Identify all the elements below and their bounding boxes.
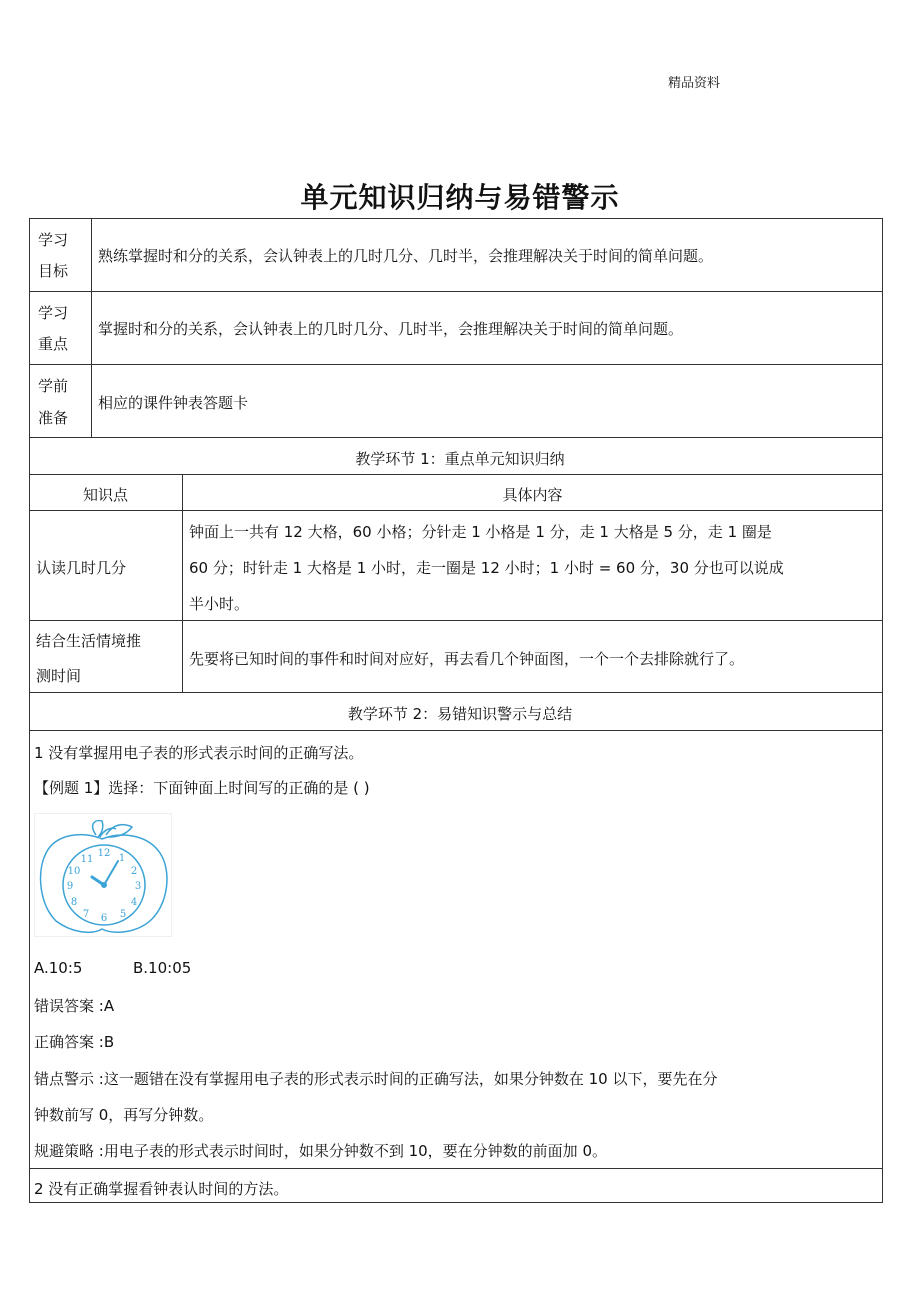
row-label: 目标 xyxy=(38,262,69,280)
clock-number: 1 xyxy=(118,853,126,864)
row-label: 准备 xyxy=(38,409,69,427)
error-warning: 钟数前写 0，再写分钟数。 xyxy=(34,1106,214,1124)
clock-illustration xyxy=(34,813,172,937)
table-divider xyxy=(29,510,883,511)
option-b: B.10:05 xyxy=(133,959,192,977)
row-label: 学前 xyxy=(38,377,69,395)
table-divider xyxy=(29,1168,883,1169)
option-a: A.10:5 xyxy=(34,959,83,977)
clock-number: 9 xyxy=(66,881,74,892)
clock-number: 5 xyxy=(119,909,127,920)
section2-title: 教学环节 2：易错知识警示与总结 xyxy=(347,705,573,723)
kp-point: 测时间 xyxy=(36,667,82,685)
kp-point: 结合生活情境推 xyxy=(36,632,142,650)
table-divider xyxy=(182,474,183,693)
clock-number: 7 xyxy=(82,909,90,920)
clock-number: 4 xyxy=(130,897,138,908)
avoid-strategy: 规避策略 :用电子表的形式表示时间时，如果分钟数不到 10，要在分钟数的前面加 0。 xyxy=(34,1142,607,1160)
kp-content: 先要将已知时间的事件和时间对应好，再去看几个钟面图，一个一个去排除就行了。 xyxy=(189,650,745,668)
clock-number: 3 xyxy=(134,881,142,892)
wrong-answer: 错误答案 :A xyxy=(34,997,115,1015)
table-divider xyxy=(29,730,883,731)
table-divider xyxy=(29,620,883,621)
row-label: 重点 xyxy=(38,335,69,353)
clock-number: 8 xyxy=(70,897,78,908)
page-title: 单元知识归纳与易错警示 xyxy=(300,181,620,214)
row-content: 熟练掌握时和分的关系，会认钟表上的几时几分、几时半，会推理解决关于时间的简单问题。 xyxy=(98,247,714,265)
row-label: 学习 xyxy=(38,304,69,322)
kp-header-point: 知识点 xyxy=(82,486,128,504)
section1-title: 教学环节 1：重点单元知识归纳 xyxy=(355,450,565,468)
header-note: 精品资料 xyxy=(668,76,721,91)
kp-content-line: 钟面上一共有 12 大格，60 小格；分针走 1 小格是 1 分，走 1 大格是 5 分，走 1 圈是 xyxy=(189,523,772,541)
clock-number: 10 xyxy=(67,866,81,877)
error-warning: 错点警示 :这一题错在没有掌握用电子表的形式表示时间的正确写法，如果分钟数在 10 以下，要先在分 xyxy=(34,1070,718,1088)
kp-header-content: 具体内容 xyxy=(502,486,563,504)
right-answer: 正确答案 :B xyxy=(34,1033,115,1051)
row-content: 掌握时和分的关系，会认钟表上的几时几分、几时半，会推理解决关于时间的简单问题。 xyxy=(98,320,684,338)
row-content: 相应的课件钟表答题卡 xyxy=(98,394,249,412)
example-question: 【例题 1】选择：下面钟面上时间写的正确的是 ( ) xyxy=(34,779,370,797)
clock-number: 6 xyxy=(100,913,108,924)
clock-number: 2 xyxy=(130,866,138,877)
clock-number: 12 xyxy=(97,848,111,859)
kp-content-line: 60 分；时针走 1 大格是 1 小时，走一圈是 12 小时；1 小时 = 60 分，30 分也可以说成 xyxy=(189,559,784,577)
kp-content-line: 半小时。 xyxy=(189,595,250,613)
table-divider xyxy=(91,218,92,438)
table-divider xyxy=(29,474,883,475)
error2-heading: 2 没有正确掌握看钟表认时间的方法。 xyxy=(34,1180,289,1198)
kp-point: 认读几时几分 xyxy=(36,559,127,577)
clock-number: 11 xyxy=(80,854,94,865)
errors-table xyxy=(29,692,883,1203)
table-divider xyxy=(29,291,883,292)
table-divider xyxy=(29,364,883,365)
row-label: 学习 xyxy=(38,231,69,249)
error1-heading: 1 没有掌握用电子表的形式表示时间的正确写法。 xyxy=(34,744,364,762)
